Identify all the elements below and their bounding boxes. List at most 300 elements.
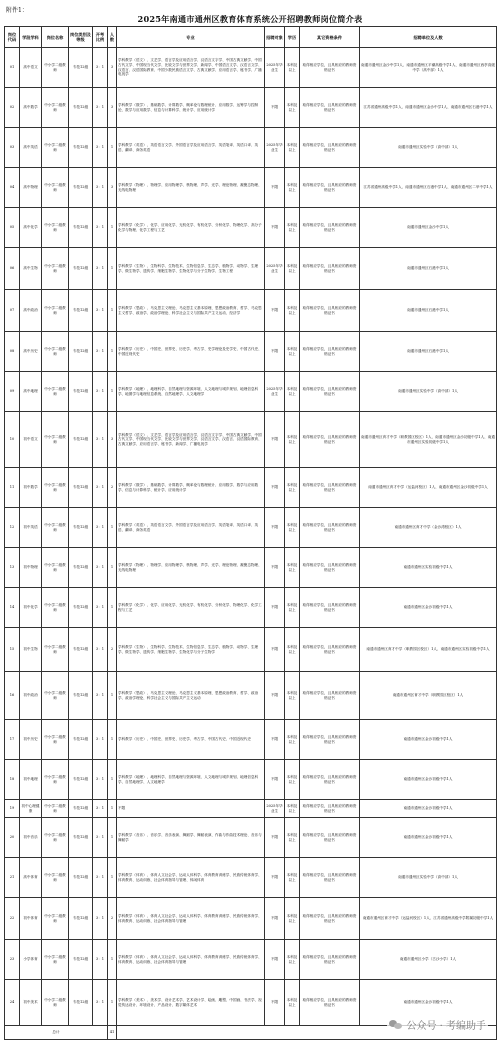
row-target: 不限 [265, 760, 285, 800]
row-count: 1 [108, 818, 117, 858]
row-code: 22 [5, 898, 20, 940]
row-subject: 初中数学 [20, 468, 42, 508]
row-education: 本科及以上 [285, 940, 300, 980]
row-education: 本科及以上 [285, 548, 300, 588]
row-conditions: 取得相应学位，且具相应的教师资格证书 [300, 818, 360, 858]
row-conditions: 取得相应学位，且具相应的教师资格证书 [300, 672, 360, 720]
table-header-row [5, 27, 497, 48]
row-education: 本科及以上 [285, 588, 300, 628]
row-ratio: 3：1 [93, 588, 108, 628]
row-grade: 专技12级 [69, 468, 93, 508]
row-code: 09 [5, 372, 20, 412]
row-subject: 初中英语 [20, 508, 42, 548]
row-units: 南通市通州区育才中学（金沙湾校区）1人 [360, 508, 497, 548]
row-post-name: 中小学二级教师 [42, 168, 69, 208]
row-grade: 专技12级 [69, 818, 93, 858]
table-row [5, 940, 497, 980]
row-units: 南通市通州区育才中学（职教园区校区）1人、南通市通州区实验初级中学1人 [360, 628, 497, 672]
table-row [5, 208, 497, 248]
row-ratio: 3：1 [93, 898, 108, 940]
row-education: 本科及以上 [285, 88, 300, 128]
row-education: 本科及以上 [285, 508, 300, 548]
watermark-text: 公众号 · 考编助手 [406, 1021, 486, 1032]
row-grade: 专技12级 [69, 508, 93, 548]
row-education: 本科及以上 [285, 800, 300, 818]
row-target: 不限 [265, 940, 285, 980]
row-conditions: 取得相应学位，且具相应的教师资格证书 [300, 88, 360, 128]
row-count: 1 [108, 672, 117, 720]
row-education: 本科及以上 [285, 818, 300, 858]
row-units: 南通市通州区实验中学（高中部）1人 [360, 858, 497, 898]
row-target: 2025年毕业生 [265, 372, 285, 412]
row-count: 1 [108, 980, 117, 1026]
row-conditions: 取得相应学位，且具相应的教师资格证书 [300, 412, 360, 468]
row-count: 1 [108, 940, 117, 980]
row-ratio: 3：1 [93, 760, 108, 800]
row-code: 17 [5, 720, 20, 760]
row-code: 04 [5, 168, 20, 208]
row-code: 20 [5, 818, 20, 858]
row-grade: 专技12级 [69, 548, 93, 588]
row-major: 学科教学（英语）、英语语言文学、外国语言学及应用语言学、英语笔译、英语口译、英语、翻译、商务英语 [117, 508, 265, 548]
row-education: 本科及以上 [285, 332, 300, 372]
row-conditions: 取得相应学位，且具相应的教师资格证书 [300, 290, 360, 332]
row-education: 本科及以上 [285, 468, 300, 508]
row-grade: 专技12级 [69, 898, 93, 940]
table-row [5, 800, 497, 818]
row-units: 南通市通州区石港中学1人 [360, 332, 497, 372]
row-grade: 专技12级 [69, 372, 93, 412]
row-major: 学科教学（数学）、基础数学、计算数学、概率论与数理统计、应用数学、数学与应用数学、信息与计算科学、统计学、应用统计学 [117, 468, 265, 508]
row-subject: 高中地理 [20, 372, 42, 412]
row-subject: 初中美术 [20, 980, 42, 1026]
row-code: 12 [5, 508, 20, 548]
row-major: 学科教学（体育）、体育人文社会学、运动人体科学、体育教育训练学、民族传统体育学、体育教育、运动训练、社会体育指导与管理 [117, 940, 265, 980]
row-count: 3 [108, 88, 117, 128]
row-major: 学科教学（思政）、马克思主义理论、马克思主义基本原理、思想政治教育、哲学、政治学、政治学理论、科学社会主义与国际共产主义运动 [117, 672, 265, 720]
row-education: 本科及以上 [285, 248, 300, 290]
total-label: 总计 [5, 1026, 108, 1040]
row-count: 1 [108, 128, 117, 168]
document-title: 2025年南通市通州区教育体育系统公开招聘教师岗位简介表 [137, 14, 363, 24]
row-count: 3 [108, 168, 117, 208]
row-conditions: 取得相应学位，且具相应的教师资格证书 [300, 760, 360, 800]
header-code: 岗位代码 [5, 27, 20, 48]
table-row [5, 332, 497, 372]
row-subject: 初中化学 [20, 588, 42, 628]
row-code: 03 [5, 128, 20, 168]
row-conditions: 取得相应学位，且具相应的教师资格证书 [300, 332, 360, 372]
row-major: 学科教学（语文）、文艺学、语言学及应用语言学、汉语言文字学、中国古典文献学、中国古代文学、中国现当代文学、比较文学与世界文学、新闻学、中国语言文学、汉语言文学、汉语言、汉语国际教育、中国少数民族语言文学、古典文献学、应用语言学、秘书学、广播电视学 [117, 48, 265, 88]
row-major: 学科教学（体育）、体育人文社会学、运动人体科学、体育教育训练学、民族传统体育学、体育教育、运动训练、社会体育指导与管理 [117, 898, 265, 940]
row-grade: 专技12级 [69, 760, 93, 800]
row-target: 不限 [265, 588, 285, 628]
row-code: 23 [5, 940, 20, 980]
row-units: 南通市通州区实验中学（高中部）1人 [360, 128, 497, 168]
row-conditions: 取得相应学位，且具相应的教师资格证书 [300, 208, 360, 248]
row-major: 学科教学（生物）、生物科学、生物技术、生物信息学、生态学、植物学、动物学、生理学、微生物学、遗传学、细胞生物学、生物化学与分子生物学、生物工程 [117, 248, 265, 290]
row-code: 18 [5, 760, 20, 800]
row-education: 本科及以上 [285, 290, 300, 332]
row-education: 本科及以上 [285, 208, 300, 248]
row-education: 本科及以上 [285, 628, 300, 672]
row-ratio: 3：1 [93, 548, 108, 588]
row-ratio: 3：1 [93, 290, 108, 332]
row-units: 南通市通州区金沙初级中学1人 [360, 588, 497, 628]
row-conditions: 取得相应学位，且具相应的教师资格证书 [300, 800, 360, 818]
row-major: 不限 [117, 800, 265, 818]
row-ratio: 3：1 [93, 858, 108, 898]
row-conditions: 取得相应学位，且具相应的教师资格证书 [300, 468, 360, 508]
row-count: 2 [108, 898, 117, 940]
row-post-name: 中小学二级教师 [42, 818, 69, 858]
row-conditions: 取得相应学位，且具相应的教师资格证书 [300, 508, 360, 548]
row-major: 学科教学（历史）、中国史、世界史、历史学、考古学、史学理论及史学史、中国古代史、中国近现代史 [117, 332, 265, 372]
row-units: 南通市通州区育才中学（职教园区校区）1人 [360, 672, 497, 720]
row-grade: 专技12级 [69, 208, 93, 248]
row-subject: 初中心理健康 [20, 800, 42, 818]
row-ratio: 3：1 [93, 720, 108, 760]
row-ratio: 3：1 [93, 818, 108, 858]
row-education: 本科及以上 [285, 372, 300, 412]
table-row [5, 412, 497, 468]
row-major: 学科教学（化学）、化学、应用化学、无机化学、有机化学、分析化学、物理化学、化学工程与工艺 [117, 588, 265, 628]
row-units: 南通市通州区金沙中学1人、南通市通州区平潮高级中学1人、南通市通州区西亭高级中学（高中部）1人 [360, 48, 497, 88]
header-target: 招聘对象 [265, 27, 285, 48]
header-conditions: 其它资格条件 [300, 27, 360, 48]
row-education: 本科及以上 [285, 720, 300, 760]
table-row [5, 128, 497, 168]
row-code: 13 [5, 548, 20, 588]
row-subject: 初中地理 [20, 760, 42, 800]
table-row [5, 88, 497, 128]
row-conditions: 取得相应学位，且具相应的教师资格证书 [300, 980, 360, 1026]
row-major: 学科教学（数学）、基础数学、计算数学、概率论与数理统计、应用数学、运筹学与控制论、数学与应用数学、信息与计算科学、统计学、应用统计学 [117, 88, 265, 128]
row-post-name: 中小学二级教师 [42, 48, 69, 88]
header-grade: 岗位类别及等级 [69, 27, 93, 48]
row-subject: 初中历史 [20, 720, 42, 760]
row-ratio: 3：1 [93, 940, 108, 980]
row-major: 学科教学（物理）、物理学、应用物理学、核物理、声学、光学、理论物理、凝聚态物理、无线电物理 [117, 548, 265, 588]
row-target: 2025年毕业生 [265, 128, 285, 168]
row-conditions: 取得相应学位，且具相应的教师资格证书 [300, 628, 360, 672]
row-ratio: 3：1 [93, 88, 108, 128]
row-subject: 初中音乐 [20, 818, 42, 858]
row-major: 学科教学（物理）、物理学、应用物理学、核物理、声学、光学、理论物理、凝聚态物理、无线电物理 [117, 168, 265, 208]
row-conditions: 取得相应学位，且具相应的教师资格证书 [300, 128, 360, 168]
row-count: 1 [108, 508, 117, 548]
table-row [5, 818, 497, 858]
row-target: 不限 [265, 88, 285, 128]
header-ratio: 开考比例 [93, 27, 108, 48]
row-post-name: 中小学二级教师 [42, 720, 69, 760]
row-major: 学科教学（思政）、马克思主义理论、马克思主义基本原理、思想政治教育、哲学、马克思主义哲学、政治学、政治学理论、科学社会主义与国际共产主义运动、经济学 [117, 290, 265, 332]
row-count: 1 [108, 332, 117, 372]
row-education: 本科及以上 [285, 898, 300, 940]
row-post-name: 中小学二级教师 [42, 508, 69, 548]
row-grade: 专技12级 [69, 168, 93, 208]
row-count: 1 [108, 248, 117, 290]
row-conditions: 取得相应学位，且具相应的教师资格证书 [300, 720, 360, 760]
row-post-name: 中小学二级教师 [42, 898, 69, 940]
table-row [5, 720, 497, 760]
row-post-name: 中小学二级教师 [42, 208, 69, 248]
row-code: 01 [5, 48, 20, 88]
table-row [5, 588, 497, 628]
header-education: 学历 [285, 27, 300, 48]
row-code: 05 [5, 208, 20, 248]
row-conditions: 取得相应学位，且具相应的教师资格证书 [300, 588, 360, 628]
row-count: 2 [108, 468, 117, 508]
table-row [5, 508, 497, 548]
row-target: 2025年毕业生 [265, 800, 285, 818]
row-conditions: 取得相应学位，且具相应的教师资格证书 [300, 248, 360, 290]
row-code: 19 [5, 800, 20, 818]
row-grade: 专技12级 [69, 980, 93, 1026]
row-subject: 高中物理 [20, 168, 42, 208]
row-education: 本科及以上 [285, 980, 300, 1026]
row-subject: 高中英语 [20, 128, 42, 168]
row-ratio: 3：1 [93, 628, 108, 672]
row-count: 1 [108, 548, 117, 588]
table-row [5, 672, 497, 720]
row-code: 15 [5, 628, 20, 672]
row-grade: 专技12级 [69, 588, 93, 628]
row-code: 10 [5, 412, 20, 468]
row-units: 南通市通州区金沙中学1人 [360, 208, 497, 248]
position-table [4, 26, 497, 1040]
row-subject: 高中历史 [20, 332, 42, 372]
row-target: 不限 [265, 628, 285, 672]
row-ratio: 3：1 [93, 208, 108, 248]
row-code: 02 [5, 88, 20, 128]
table-row [5, 168, 497, 208]
row-grade: 专技12级 [69, 858, 93, 898]
row-units: 南通市通州区金沙初级中学1人 [360, 800, 497, 818]
row-ratio: 3：1 [93, 128, 108, 168]
row-units: 南通市通州区石港中学1人 [360, 290, 497, 332]
row-ratio: 3：1 [93, 468, 108, 508]
row-target: 不限 [265, 548, 285, 588]
row-subject: 初中生物 [20, 628, 42, 672]
row-subject: 高中化学 [20, 208, 42, 248]
row-education: 本科及以上 [285, 128, 300, 168]
row-post-name: 中小学二级教师 [42, 548, 69, 588]
row-major: 学科教学（化学）、化学、应用化学、无机化学、有机化学、分析化学、物理化学、高分子化学与物理、化学工程与工艺 [117, 208, 265, 248]
row-conditions: 取得相应学位，且具相应的教师资格证书 [300, 898, 360, 940]
row-major: 学科教学（英语）、英语语言文学、外国语言学及应用语言学、英语笔译、英语口译、英语、翻译、商务英语 [117, 128, 265, 168]
row-education: 本科及以上 [285, 168, 300, 208]
row-count: 3 [108, 48, 117, 88]
row-education: 本科及以上 [285, 858, 300, 898]
row-subject: 初中物理 [20, 548, 42, 588]
header-post-name: 岗位名称 [42, 27, 69, 48]
row-grade: 专技12级 [69, 290, 93, 332]
row-subject: 高中生物 [20, 248, 42, 290]
row-conditions: 取得相应学位，且具相应的教师资格证书 [300, 858, 360, 898]
row-count: 1 [108, 588, 117, 628]
row-conditions: 取得相应学位，且具相应的教师资格证书 [300, 940, 360, 980]
row-count: 1 [108, 290, 117, 332]
row-post-name: 中小学二级教师 [42, 800, 69, 818]
row-code: 11 [5, 468, 20, 508]
row-education: 本科及以上 [285, 48, 300, 88]
table-row [5, 548, 497, 588]
header-major: 专业 [117, 27, 265, 48]
row-major: 学科教学（地理）、地理科学、自然地理与资源环境、人文地理与城乡规划、地理信息科学、地图学与地理信息系统、自然地理学、人文地理学 [117, 372, 265, 412]
row-education: 本科及以上 [285, 672, 300, 720]
row-count: 1 [108, 372, 117, 412]
row-subject: 高中数学 [20, 88, 42, 128]
row-code: 08 [5, 332, 20, 372]
row-grade: 专技12级 [69, 412, 93, 468]
row-major: 学科教学（语文）、文艺学、语言学及应用语言学、汉语言文字学、中国古典文献学、中国古代文学、中国现当代文学、比较文学与世界文学、汉语言文学、汉语言、汉语国际教育、古典文献学、应用语言学、秘书学、新闻学、广播电视学 [117, 412, 265, 468]
header-count: 人数 [108, 27, 117, 48]
table-row [5, 858, 497, 898]
row-conditions: 取得相应学位，且具相应的教师资格证书 [300, 372, 360, 412]
row-major: 学科教学（美术）、美术学、设计艺术学、艺术设计学、绘画、雕塑、中国画、书法学、视觉传达设计、环境设计、产品设计、数字媒体艺术 [117, 980, 265, 1026]
row-subject: 初中语文 [20, 412, 42, 468]
row-major: 学科教学（生物）、生物科学、生物技术、生物信息学、生态学、植物学、动物学、生理学、微生物学、遗传学、细胞生物学、生物化学与分子生物学 [117, 628, 265, 672]
row-ratio: 3：1 [93, 800, 108, 818]
row-units: 南通市通州区育才中学（职教园区校区）1人、南通市通州区金沙初级中学1人、南通市通州区实验初级中学1人 [360, 412, 497, 468]
row-target: 不限 [265, 168, 285, 208]
row-subject: 高中政治 [20, 290, 42, 332]
row-grade: 专技12级 [69, 88, 93, 128]
table-row [5, 248, 497, 290]
row-units: 南通市通州区金沙初级中学1人 [360, 760, 497, 800]
row-major: 学科教学（音乐）、音乐学、音乐表演、舞蹈学、舞蹈表演、作曲与作曲技术理论、音乐与舞蹈学 [117, 818, 265, 858]
row-ratio: 3：1 [93, 48, 108, 88]
header-subject: 学段学科 [20, 27, 42, 48]
row-education: 本科及以上 [285, 760, 300, 800]
row-units: 江苏省通州高级中学1人、南通市通州区金沙中学1人、南通市通州区石港中学1人 [360, 88, 497, 128]
row-target: 2025年毕业生 [265, 48, 285, 88]
row-units: 南通市通州区金沙初级中学1人 [360, 720, 497, 760]
row-code: 21 [5, 858, 20, 898]
row-post-name: 中小学二级教师 [42, 672, 69, 720]
row-post-name: 中小学二级教师 [42, 372, 69, 412]
row-post-name: 中小学二级教师 [42, 88, 69, 128]
row-target: 不限 [265, 508, 285, 548]
table-row [5, 898, 497, 940]
row-post-name: 中小学二级教师 [42, 128, 69, 168]
header-units: 招聘单位及人数 [360, 27, 497, 48]
row-count: 1 [108, 720, 117, 760]
row-post-name: 中小学二级教师 [42, 290, 69, 332]
row-grade: 专技12级 [69, 332, 93, 372]
row-major: 学科教学（历史）、中国史、世界史、历史学、考古学、中国古代史、中国近现代史 [117, 720, 265, 760]
row-major: 学科教学（地理）、地理科学、自然地理与资源环境、人文地理与城乡规划、地理信息科学、自然地理学、人文地理学 [117, 760, 265, 800]
row-units: 南通市通州区金沙初级中学1人 [360, 818, 497, 858]
row-post-name: 中小学二级教师 [42, 628, 69, 672]
row-grade: 专技12级 [69, 940, 93, 980]
row-count: 2 [108, 628, 117, 672]
attachment-label: 附件1： [6, 7, 28, 14]
row-target: 不限 [265, 208, 285, 248]
table-row [5, 760, 497, 800]
row-subject: 小学体育 [20, 940, 42, 980]
row-count: 1 [108, 800, 117, 818]
row-target: 不限 [265, 290, 285, 332]
table-row [5, 628, 497, 672]
row-ratio: 3：1 [93, 672, 108, 720]
row-ratio: 3：1 [93, 980, 108, 1026]
row-grade: 专技12级 [69, 628, 93, 672]
row-post-name: 中小学二级教师 [42, 412, 69, 468]
row-ratio: 3：1 [93, 508, 108, 548]
row-post-name: 中小学二级教师 [42, 332, 69, 372]
row-units: 南通市通州区育才中学（运盐河校区）1人、南通市通州区金沙初级中学1人 [360, 468, 497, 508]
row-grade: 专技12级 [69, 672, 93, 720]
table-row [5, 48, 497, 88]
row-target: 2025年毕业生 [265, 248, 285, 290]
row-units: 江苏省通州高级中学1人、南通市通州区石港中学1人、南通市通州区二甲中学1人 [360, 168, 497, 208]
row-subject: 初中体育 [20, 898, 42, 940]
row-count: 1 [108, 208, 117, 248]
row-ratio: 3：1 [93, 168, 108, 208]
row-code: 24 [5, 980, 20, 1026]
row-code: 06 [5, 248, 20, 290]
table-row [5, 468, 497, 508]
row-post-name: 中小学二级教师 [42, 980, 69, 1026]
row-post-name: 中小学二级教师 [42, 940, 69, 980]
row-units: 南通市通州区育才中学（运盐河校区）1人、江苏省通州高级中学附属初级中学1人 [360, 898, 497, 940]
row-ratio: 3：1 [93, 332, 108, 372]
row-count: 1 [108, 760, 117, 800]
row-major: 学科教学（体育）、体育人文社会学、运动人体科学、体育教育训练学、民族传统体育学、体育教育、运动训练、社会体育指导与管理、休闲体育 [117, 858, 265, 898]
row-grade: 专技12级 [69, 128, 93, 168]
row-target: 不限 [265, 818, 285, 858]
row-conditions: 取得相应学位，且具相应的教师资格证书 [300, 548, 360, 588]
row-target: 不限 [265, 412, 285, 468]
row-grade: 专技12级 [69, 248, 93, 290]
row-units: 南通市通州区实验中学（高中部）1人 [360, 372, 497, 412]
row-ratio: 3：1 [93, 248, 108, 290]
row-code: 07 [5, 290, 20, 332]
row-post-name: 中小学二级教师 [42, 248, 69, 290]
row-ratio: 3：1 [93, 412, 108, 468]
row-post-name: 中小学二级教师 [42, 858, 69, 898]
row-units: 南通市通州区石港中学1人 [360, 248, 497, 290]
row-target: 不限 [265, 672, 285, 720]
row-post-name: 中小学二级教师 [42, 588, 69, 628]
row-post-name: 中小学二级教师 [42, 760, 69, 800]
row-target: 不限 [265, 980, 285, 1026]
row-conditions: 取得相应学位，且具相应的教师资格证书 [300, 168, 360, 208]
row-units: 南通市通州区金沙初级中学1人 [360, 980, 497, 1026]
row-ratio: 3：1 [93, 372, 108, 412]
row-conditions: 取得相应学位，且具相应的教师资格证书 [300, 48, 360, 88]
row-target: 不限 [265, 468, 285, 508]
row-grade: 专技12级 [69, 720, 93, 760]
table-row [5, 290, 497, 332]
row-target: 不限 [265, 332, 285, 372]
row-grade: 专技12级 [69, 800, 93, 818]
watermark [387, 1016, 488, 1033]
row-code: 14 [5, 588, 20, 628]
row-target: 不限 [265, 898, 285, 940]
row-count: 1 [108, 858, 117, 898]
row-education: 本科及以上 [285, 412, 300, 468]
row-post-name: 中小学二级教师 [42, 468, 69, 508]
row-subject: 初中政治 [20, 672, 42, 720]
row-grade: 专技12级 [69, 48, 93, 88]
row-units: 南通市通州区实验初级中学1人 [360, 548, 497, 588]
row-subject: 高中体育 [20, 858, 42, 898]
row-target: 不限 [265, 858, 285, 898]
table-row [5, 372, 497, 412]
